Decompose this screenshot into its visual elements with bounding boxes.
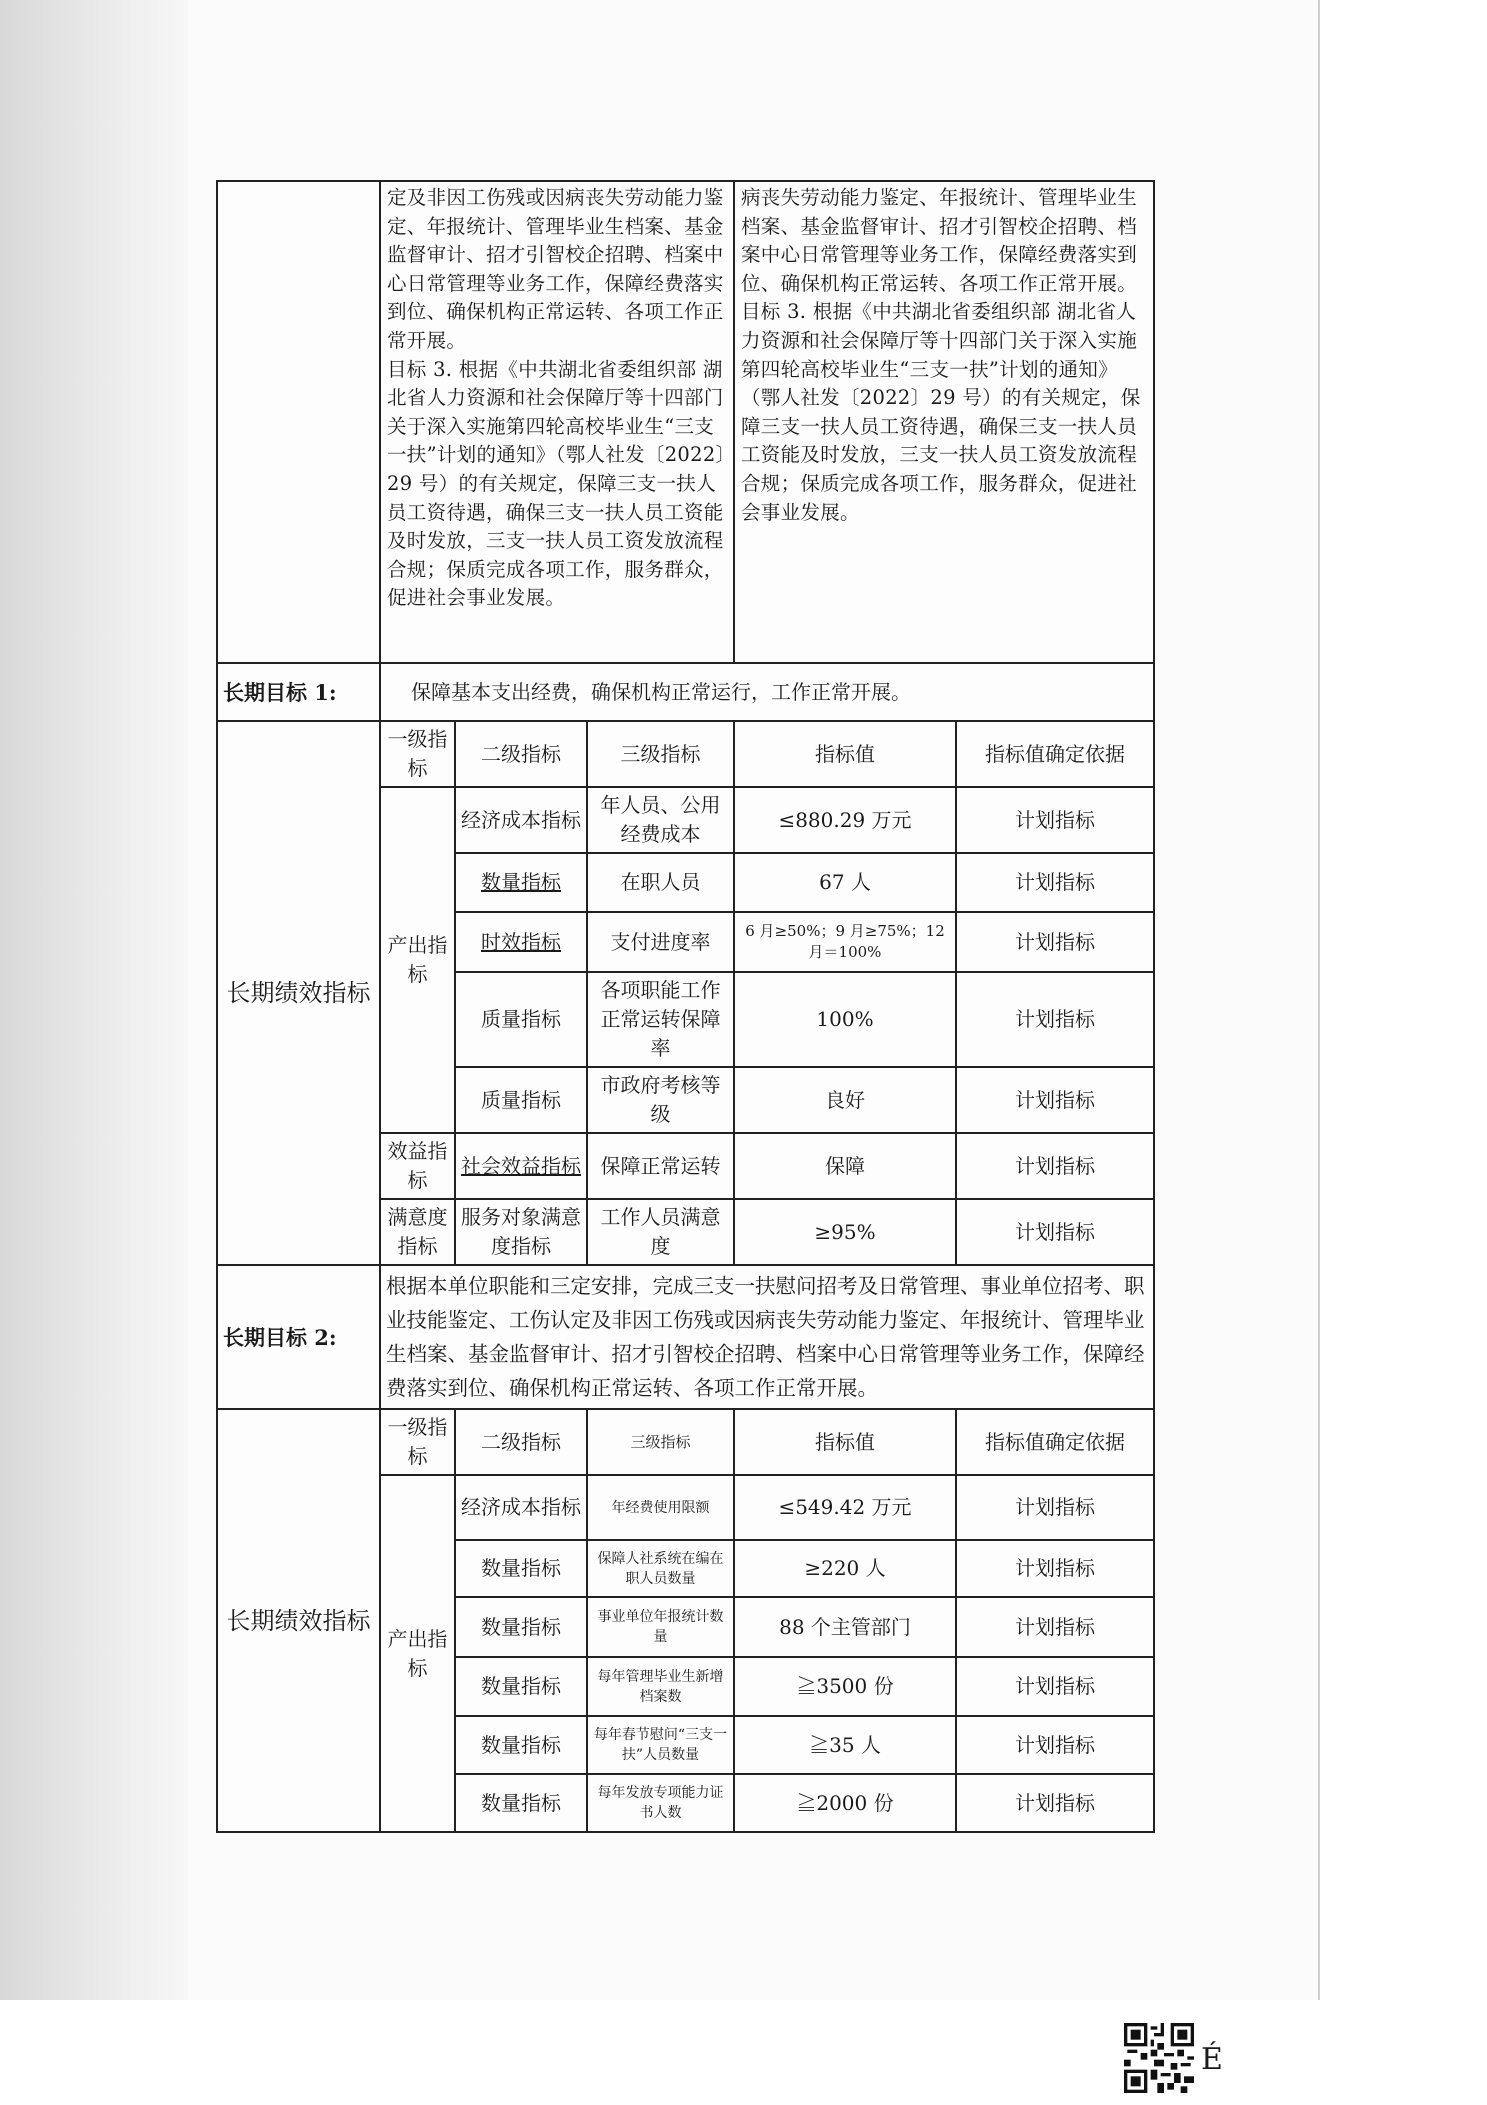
perf2-basis: 计划指标 <box>956 1540 1154 1597</box>
perf1-basis: 计划指标 <box>956 853 1154 912</box>
goal2-row <box>217 1265 1154 1409</box>
goal2-text: 根据本单位职能和三定安排，完成三支一扶慰问招考及日常管理、事业单位招考、职业技能鉴定、工伤认定及非因工伤残或因病丧失劳动能力鉴定、年报统计、管理毕业生档案、基金监督审计、招才引智校企招聘、档案中心日常管理等业务工作，保障经费落实到位、确保机构正常运转、各项工作正常开展。 <box>380 1265 1154 1409</box>
perf2-value: ≧35 人 <box>734 1716 956 1774</box>
perf1-header-level3: 三级指标 <box>587 721 734 787</box>
perf2-level3: 保障人社系统在编在职人员数量 <box>587 1540 734 1597</box>
perf1-level2: 服务对象满意度指标 <box>455 1199 587 1265</box>
continuation-left-content: 定及非因工伤残或因病丧失劳动能力鉴定、年报统计、管理毕业生档案、基金监督审计、招才引智校企招聘、档案中心日常管理等业务工作，保障经费落实到位、确保机构正常运转、各项工作正常开展。 目标 3. 根据《中共湖北省委组织部 湖北省人力资源和社会保障厅等十四部门关于深入实施第四轮高校毕业生“三支一扶”计划的通知》（鄂人社发〔2022〕29 号）的有关规定，保障三支一扶人员工资待遇，确保三支一扶人员工资能及时发放，三支一扶人员工资发放流程合规；保质完成各项工作，服务群众，促进社会事业发展。 <box>387 186 726 610</box>
perf2-header-level2: 二级指标 <box>455 1409 587 1475</box>
perf2-header-value: 指标值 <box>734 1409 956 1475</box>
perf1-basis: 计划指标 <box>956 787 1154 853</box>
perf1-level3: 工作人员满意度 <box>587 1199 734 1265</box>
perf2-level3: 每年管理毕业生新增档案数 <box>587 1657 734 1716</box>
perf1-group-benefit: 效益指标 <box>380 1133 455 1199</box>
perf1-group-output: 产出指标 <box>380 787 455 1133</box>
perf2-header-row <box>217 1409 1154 1475</box>
qr-code-icon <box>1124 2023 1194 2093</box>
perf2-basis: 计划指标 <box>956 1774 1154 1832</box>
perf2-header-level1: 一级指标 <box>380 1409 455 1475</box>
goal1-row <box>217 663 1154 721</box>
perf1-value: 良好 <box>734 1067 956 1133</box>
perf2-header-level3: 三级指标 <box>587 1409 734 1475</box>
perf2-basis: 计划指标 <box>956 1597 1154 1657</box>
perf2-level3: 每年发放专项能力证书人数 <box>587 1774 734 1832</box>
perf1-level2: 社会效益指标 <box>455 1133 587 1199</box>
perf1-level2: 质量指标 <box>455 1067 587 1133</box>
perf2-level2: 数量指标 <box>455 1597 587 1657</box>
perf2-level2: 数量指标 <box>455 1716 587 1774</box>
perf2-value: ≥220 人 <box>734 1540 956 1597</box>
corner-mark: É <box>1201 2042 1223 2077</box>
perf1-value: ≤880.29 万元 <box>734 787 956 853</box>
goal1-label: 长期目标 1: <box>217 663 380 721</box>
perf1-header-basis: 指标值确定依据 <box>956 721 1154 787</box>
perf1-basis: 计划指标 <box>956 972 1154 1067</box>
perf1-header-level1: 一级指标 <box>380 721 455 787</box>
perf2-level2: 数量指标 <box>455 1657 587 1716</box>
perf2-level2: 数量指标 <box>455 1540 587 1597</box>
perf1-level2: 经济成本指标 <box>455 787 587 853</box>
perf1-level2: 质量指标 <box>455 972 587 1067</box>
perf1-level3: 在职人员 <box>587 853 734 912</box>
continuation-label-cell <box>217 181 380 663</box>
continuation-right-text <box>734 181 1154 663</box>
perf2-level2: 数量指标 <box>455 1774 587 1832</box>
perf1-level2: 时效指标 <box>455 912 587 972</box>
perf2-level3: 每年春节慰问“三支一扶”人员数量 <box>587 1716 734 1774</box>
perf1-level3: 年人员、公用经费成本 <box>587 787 734 853</box>
performance-table <box>216 180 1155 1833</box>
perf2-group-output: 产出指标 <box>380 1475 455 1832</box>
perf2-basis: 计划指标 <box>956 1475 1154 1540</box>
perf1-level3: 市政府考核等级 <box>587 1067 734 1133</box>
perf1-value: 100% <box>734 972 956 1067</box>
perf1-level3: 支付进度率 <box>587 912 734 972</box>
perf1-header-level2: 二级指标 <box>455 721 587 787</box>
perf2-level2: 经济成本指标 <box>455 1475 587 1540</box>
perf2-value: ≧2000 份 <box>734 1774 956 1832</box>
perf2-level3: 年经费使用限额 <box>587 1475 734 1540</box>
perf2-basis: 计划指标 <box>956 1657 1154 1716</box>
goal1-text: 保障基本支出经费，确保机构正常运行，工作正常开展。 <box>380 663 1154 721</box>
perf2-value: ≧3500 份 <box>734 1657 956 1716</box>
perf1-basis: 计划指标 <box>956 912 1154 972</box>
perf1-group-satisfaction: 满意度指标 <box>380 1199 455 1265</box>
perf1-label: 长期绩效指标 <box>217 721 380 1265</box>
perf1-level2: 数量指标 <box>455 853 587 912</box>
perf2-value: 88 个主管部门 <box>734 1597 956 1657</box>
perf1-header-value: 指标值 <box>734 721 956 787</box>
perf1-value: 保障 <box>734 1133 956 1199</box>
perf1-value: 6 月≥50%；9 月≥75%；12 月＝100% <box>734 912 956 972</box>
perf2-label: 长期绩效指标 <box>217 1409 380 1832</box>
perf1-basis: 计划指标 <box>956 1199 1154 1265</box>
perf1-header-row <box>217 721 1154 787</box>
perf2-value: ≤549.42 万元 <box>734 1475 956 1540</box>
perf2-level3: 事业单位年报统计数量 <box>587 1597 734 1657</box>
perf1-value: ≥95% <box>734 1199 956 1265</box>
perf1-value: 67 人 <box>734 853 956 912</box>
perf2-header-basis: 指标值确定依据 <box>956 1409 1154 1475</box>
perf2-basis: 计划指标 <box>956 1716 1154 1774</box>
perf1-level3: 各项职能工作正常运转保障率 <box>587 972 734 1067</box>
continuation-row <box>217 181 1154 663</box>
perf1-basis: 计划指标 <box>956 1067 1154 1133</box>
perf1-level3: 保障正常运转 <box>587 1133 734 1199</box>
goal2-label: 长期目标 2: <box>217 1265 380 1409</box>
continuation-left-text <box>380 181 734 663</box>
perf1-basis: 计划指标 <box>956 1133 1154 1199</box>
scan-shadow <box>0 0 188 2000</box>
continuation-right-content: 病丧失劳动能力鉴定、年报统计、管理毕业生档案、基金监督审计、招才引智校企招聘、档案中心日常管理等业务工作，保障经费落实到位、确保机构正常运转、各项工作正常开展。 目标 3. 根据《中共湖北省委组织部 湖北省人力资源和社会保障厅等十四部门关于深入实施第四轮高校毕业生“三支一扶”计划的通知》（鄂人社发〔2022〕29 号）的有关规定，保障三支一扶人员工资待遇，确保三支一扶人员工资能及时发放，三支一扶人员工资发放流程合规；保质完成各项工作，服务群众，促进社会事业发展。 <box>741 186 1141 524</box>
